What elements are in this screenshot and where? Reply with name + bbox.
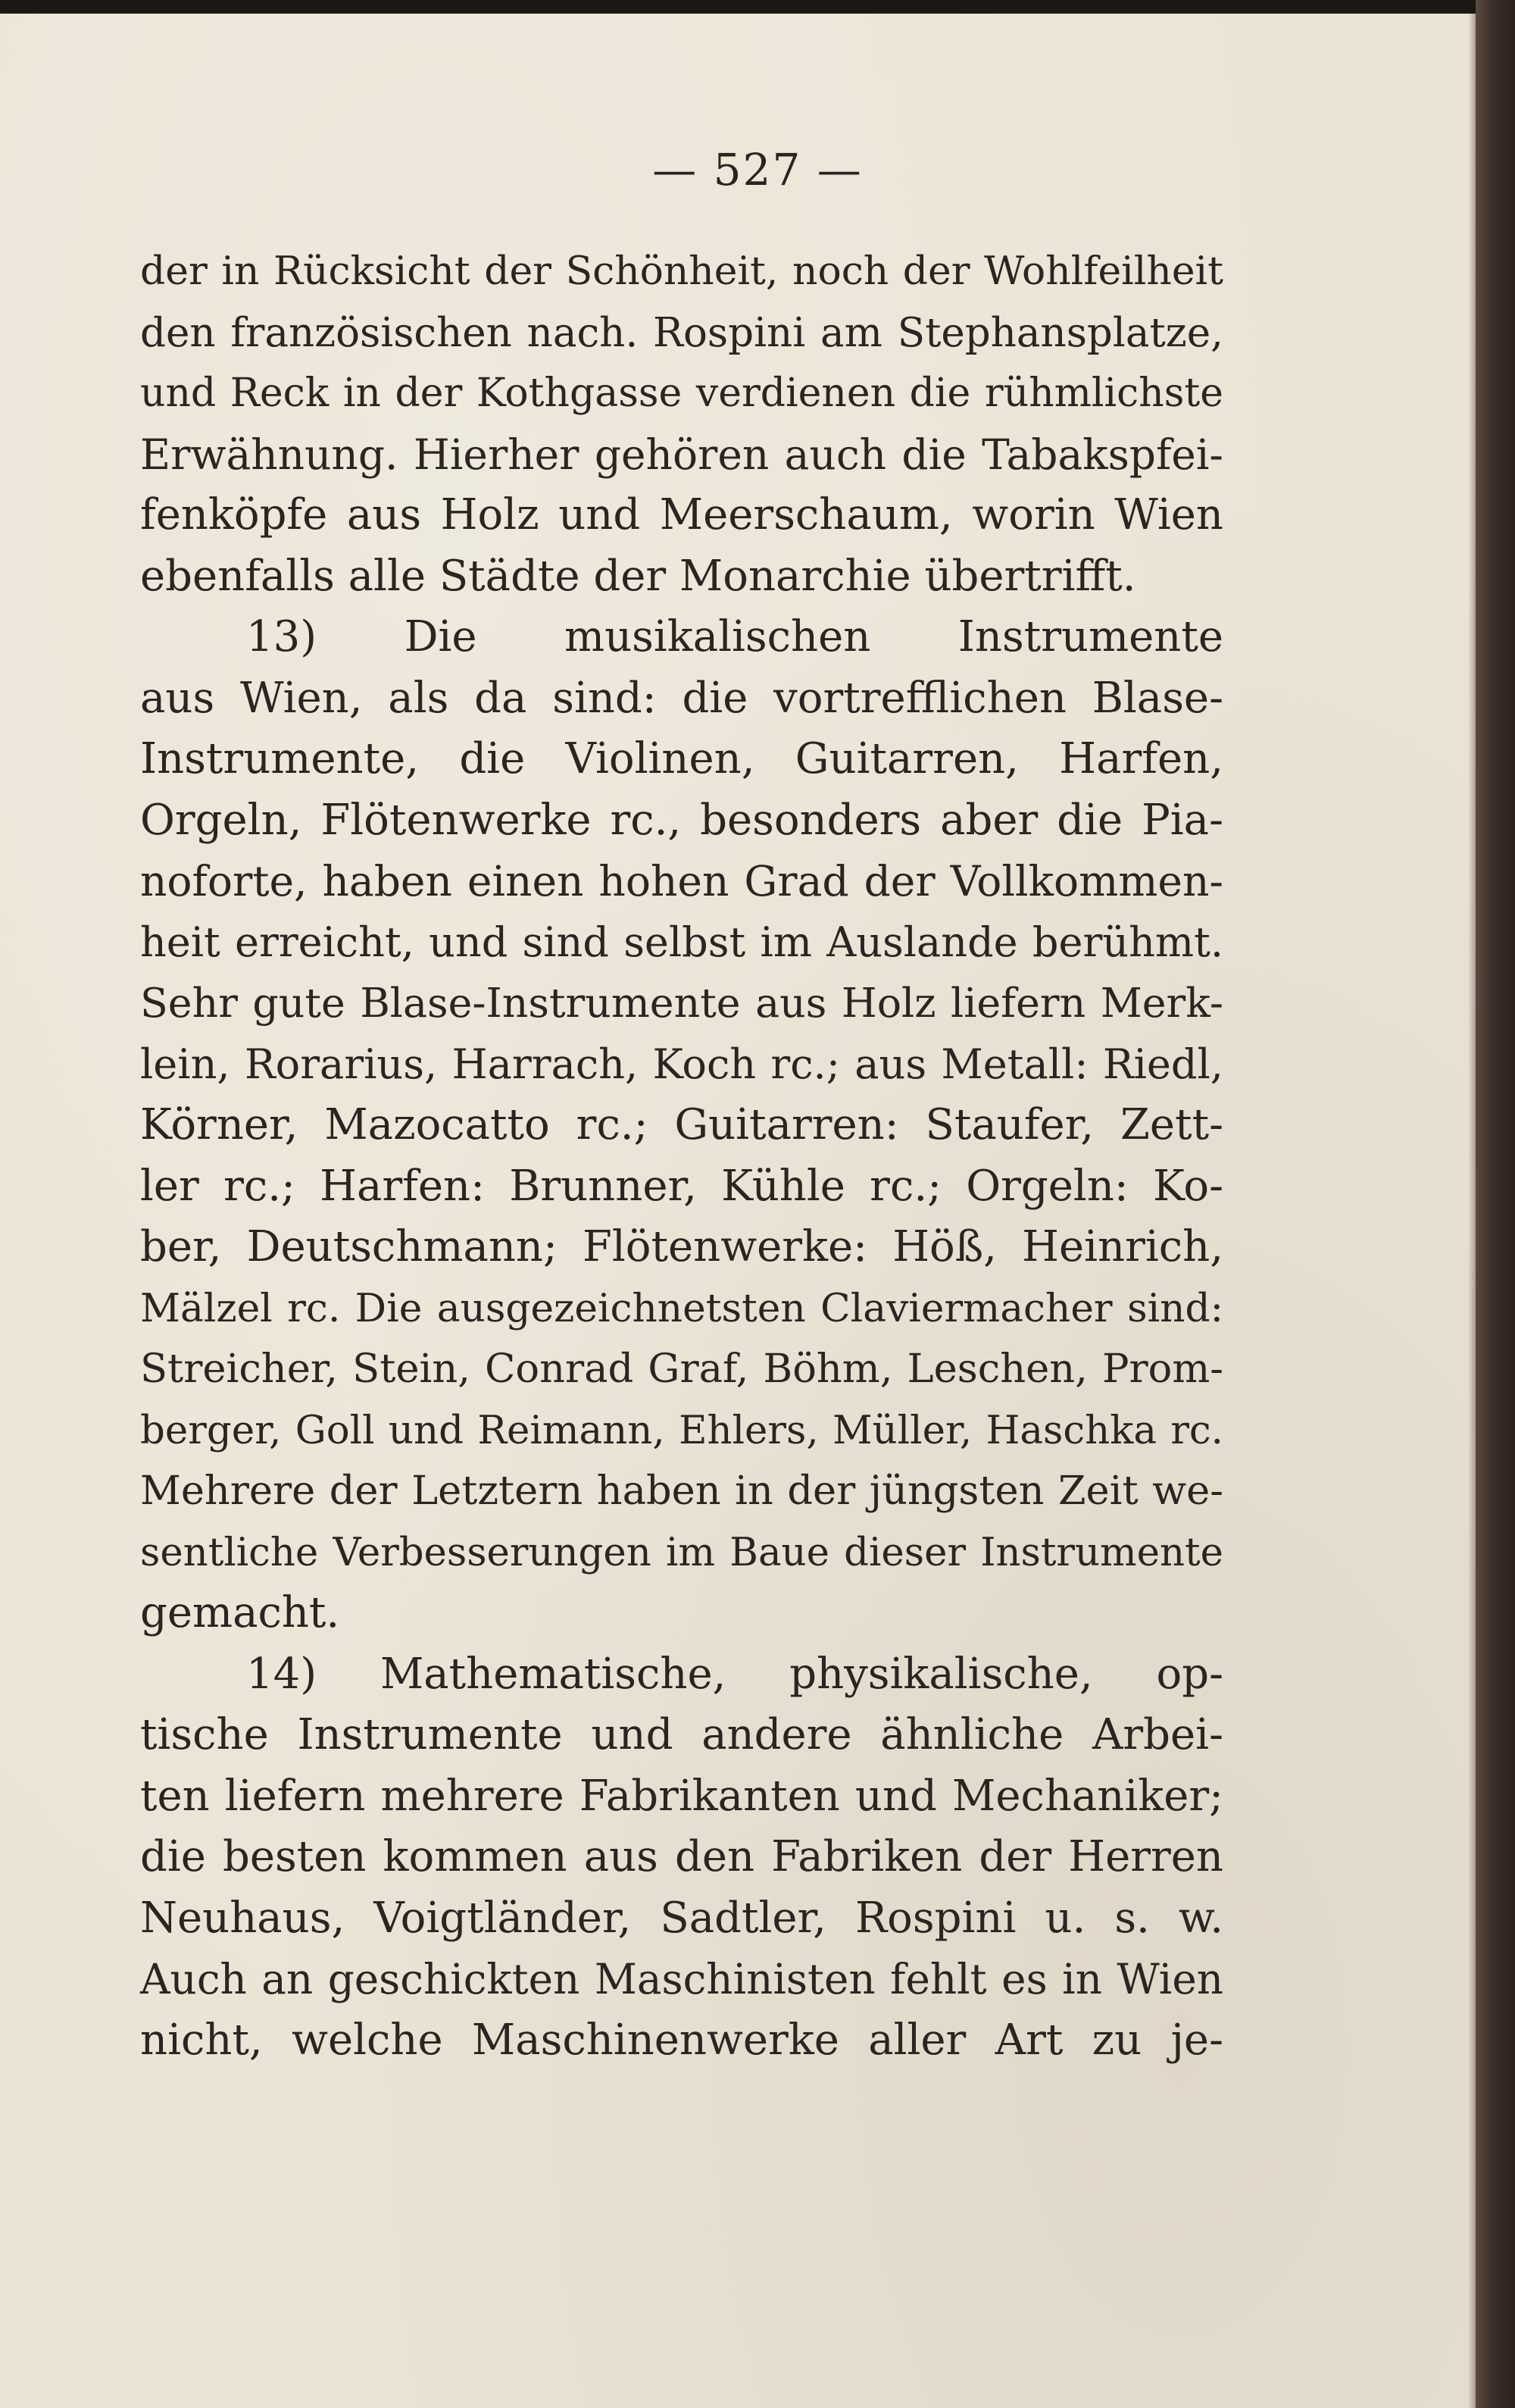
text-line: ber, Deutschmann; Flötenwerke: Höß, Heinrich, [140,1222,1223,1271]
section-heading-line: 14) Mathematische, physikalische, op- [246,1649,1223,1699]
text-line: Instrumente, die Violinen, Guitarren, Harfen, [140,734,1223,783]
text-line: noforte, haben einen hohen Grad der Vollkommen- [140,857,1223,905]
text-line: tische Instrumente und andere ähnliche Arbei- [140,1710,1223,1759]
text-line: ten liefern mehrere Fabrikanten und Mechaniker; [140,1771,1223,1821]
text-line: aus Wien, als da sind: die vortrefflichen Blase- [140,673,1223,723]
page-number: — 527 — [652,144,863,195]
section-heading-line: 13) Die musikalischen Instrumente [246,612,1223,661]
text-line: Erwähnung. Hierher gehören auch die Tabakspfei- [140,430,1223,479]
text-line: heit erreicht, und sind selbst im Auslande berühmt. [140,918,1223,966]
text-line: Mehrere der Letztern haben in der jüngsten Zeit we- [140,1468,1223,1514]
text-line: ebenfalls alle Städte der Monarchie übertrifft. [140,551,1136,601]
text-line: Neuhaus, Voigtländer, Sadtler, Rospini u. s. w. [140,1893,1223,1943]
text-line: Körner, Mazocatto rc.; Guitarren: Staufer, Zett- [140,1100,1223,1149]
text-line: gemacht. [140,1588,340,1637]
text-line: Mälzel rc. Die ausgezeichnetsten Claviermacher sind: [140,1285,1223,1331]
text-line: den französischen nach. Rospini am Stephansplatze, [140,308,1223,356]
text-line: Sehr gute Blase-Instrumente aus Holz liefern Merk- [140,979,1223,1027]
text-line: nicht, welche Maschinenwerke aller Art zu je- [140,2015,1223,2065]
book-edge [1476,0,1515,2408]
body-text [140,241,1223,2071]
text-line: und Reck in der Kothgasse verdienen die rühmlichste [140,371,1223,416]
text-line: die besten kommen aus den Fabriken der Herren [140,1832,1223,1881]
text-line: berger, Goll und Reimann, Ehlers, Müller, Haschka rc. [140,1407,1223,1453]
text-line: lein, Rorarius, Harrach, Koch rc.; aus Metall: Riedl, [140,1040,1223,1088]
text-line: ler rc.; Harfen: Brunner, Kühle rc.; Orgeln: Ko- [140,1161,1223,1211]
text-line: sentliche Verbesserungen im Baue dieser Instrumente [140,1529,1223,1575]
text-line: Auch an geschickten Maschinisten fehlt es in Wien [140,1955,1223,2003]
text-line: Orgeln, Flötenwerke rc., besonders aber die Pia- [140,795,1223,845]
text-line: fenköpfe aus Holz und Meerschaum, worin Wien [140,490,1223,539]
text-line: Streicher, Stein, Conrad Graf, Böhm, Leschen, Prom- [140,1346,1223,1392]
text-line: der in Rücksicht der Schönheit, noch der Wohlfeilheit [140,249,1223,294]
